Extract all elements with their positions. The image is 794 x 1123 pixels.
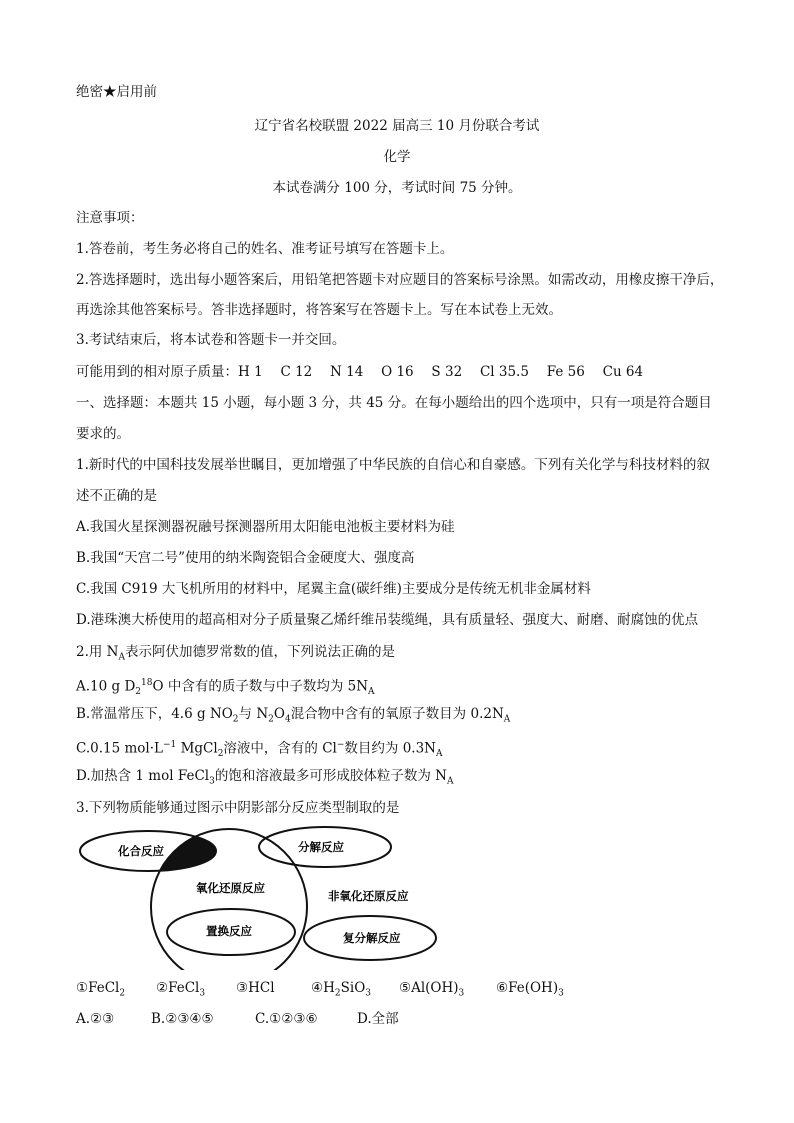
q3-item-6: $⑥Fe(OH)_3$	[496, 980, 564, 999]
note-3: 3.考试结束后，将本试卷和答题卡一并交回。	[76, 332, 346, 348]
subject-title: 化学	[383, 149, 411, 165]
q3-options	[76, 1009, 399, 1029]
q2-stem: 2.用 $N_A$表示阿伏加德罗常数的值，下列说法正确的是	[76, 644, 395, 663]
q3-option-c: C.①②③⑥	[255, 1011, 318, 1027]
section-1-instructions: 一、选择题：本题共 15 小题，每小题 3 分，共 45 分。在每小题给出的四个选项中，只有一项是符合题目	[76, 395, 712, 411]
q3-stem: 3.下列物质能够通过图示中阴影部分反应类型制取的是	[76, 800, 400, 816]
q3-option-b: B.②③④⑤	[151, 1011, 214, 1027]
q3-items	[76, 978, 564, 1004]
q1-stem: 1.新时代的中国科技发展举世瞩目，更加增强了中华民族的自信心和自豪感。下列有关化学与科技材料的叙	[76, 457, 710, 473]
q3-item-1: ①FeCl$_2$	[76, 980, 126, 999]
exam-title: 辽宁省名校联盟 2022 届高三 10 月份联合考试	[254, 118, 540, 134]
q1-option-a: A.我国火星探测器祝融号探测器所用太阳能电池板主要材料为硅	[76, 519, 455, 535]
label-combination: 化合反应	[118, 844, 164, 858]
q2-option-b: B.常温常压下，4.6 g $NO_2$与 $N_2O_4$混合物中含有的氧原子数目为 $0.2N_A$	[76, 706, 511, 725]
q3-item-4: $④H_2SiO_3$	[311, 980, 371, 999]
exam-info: 本试卷满分 100 分，考试时间 75 分钟。	[272, 180, 522, 196]
label-double-decomposition: 复分解反应	[343, 931, 401, 945]
confidential-mark: 绝密★启用前	[76, 84, 157, 100]
q3-option-d: D.全部	[357, 1011, 399, 1027]
q1-option-d: D.港珠澳大桥使用的超高相对分子质量聚乙烯纤维吊装缆绳，具有质量轻、强度大、耐磨、耐腐蚀的优点	[76, 612, 699, 628]
q3-item-5: $⑤Al(OH)_3$	[399, 980, 465, 999]
note-2-line-1: 2.答选择题时，选出每小题答案后，用铅笔把答题卡对应题目的答案标号涂黑。如需改动，用橡皮擦干净后，	[76, 272, 724, 288]
q2-option-a: A.10 g $D_2^{18}O$ 中含有的质子数与中子数均为 $5N_A$	[76, 678, 375, 698]
note-2-line-2: 再选涂其他答案标号。答非选择题时，将答案写在答题卡上。写在本试卷上无效。	[76, 302, 562, 318]
q1-option-c: C.我国 C919 大飞机所用的材料中，尾翼主盒(碳纤维)主要成分是传统无机非金属材料	[76, 581, 591, 597]
q3-option-a: A.②③	[76, 1011, 115, 1027]
q1-option-b: B.我国“天宫二号”使用的纳米陶瓷铝合金硬度大、强度高	[76, 550, 415, 566]
label-redox: 氧化还原反应	[196, 881, 265, 895]
atomic-masses: 可能用到的相对原子质量：H 1 C 12 N 14 O 16 S 32 Cl 35.5 Fe 56 Cu 64	[76, 364, 644, 380]
q1-stem-cont: 述不正确的是	[76, 488, 157, 504]
section-1-instructions-cont: 要求的。	[76, 426, 130, 442]
notes-heading: 注意事项：	[76, 210, 144, 226]
note-1: 1.答卷前，考生务必将自己的姓名、准考证号填写在答题卡上。	[76, 241, 454, 257]
q2-option-c: C.0.15 $mol\cdot L^{-1}$ MgCl$_2$溶液中，含有的 Cl−数目约为 $0.3N_A$	[76, 740, 443, 760]
label-displacement: 置换反应	[206, 924, 252, 938]
q3-item-2: ②FeCl$_3$	[156, 980, 206, 999]
q3-item-3: ③HCl	[236, 980, 275, 996]
reaction-types-diagram	[70, 825, 450, 970]
q2-option-d: D.加热含 1 mol FeCl$_3$的饱和溶液最多可形成胶体粒子数为 $N_A$	[76, 768, 454, 787]
redox-circle	[151, 829, 307, 970]
label-non-redox: 非氧化还原反应	[328, 889, 409, 903]
label-decomposition: 分解反应	[298, 840, 344, 854]
